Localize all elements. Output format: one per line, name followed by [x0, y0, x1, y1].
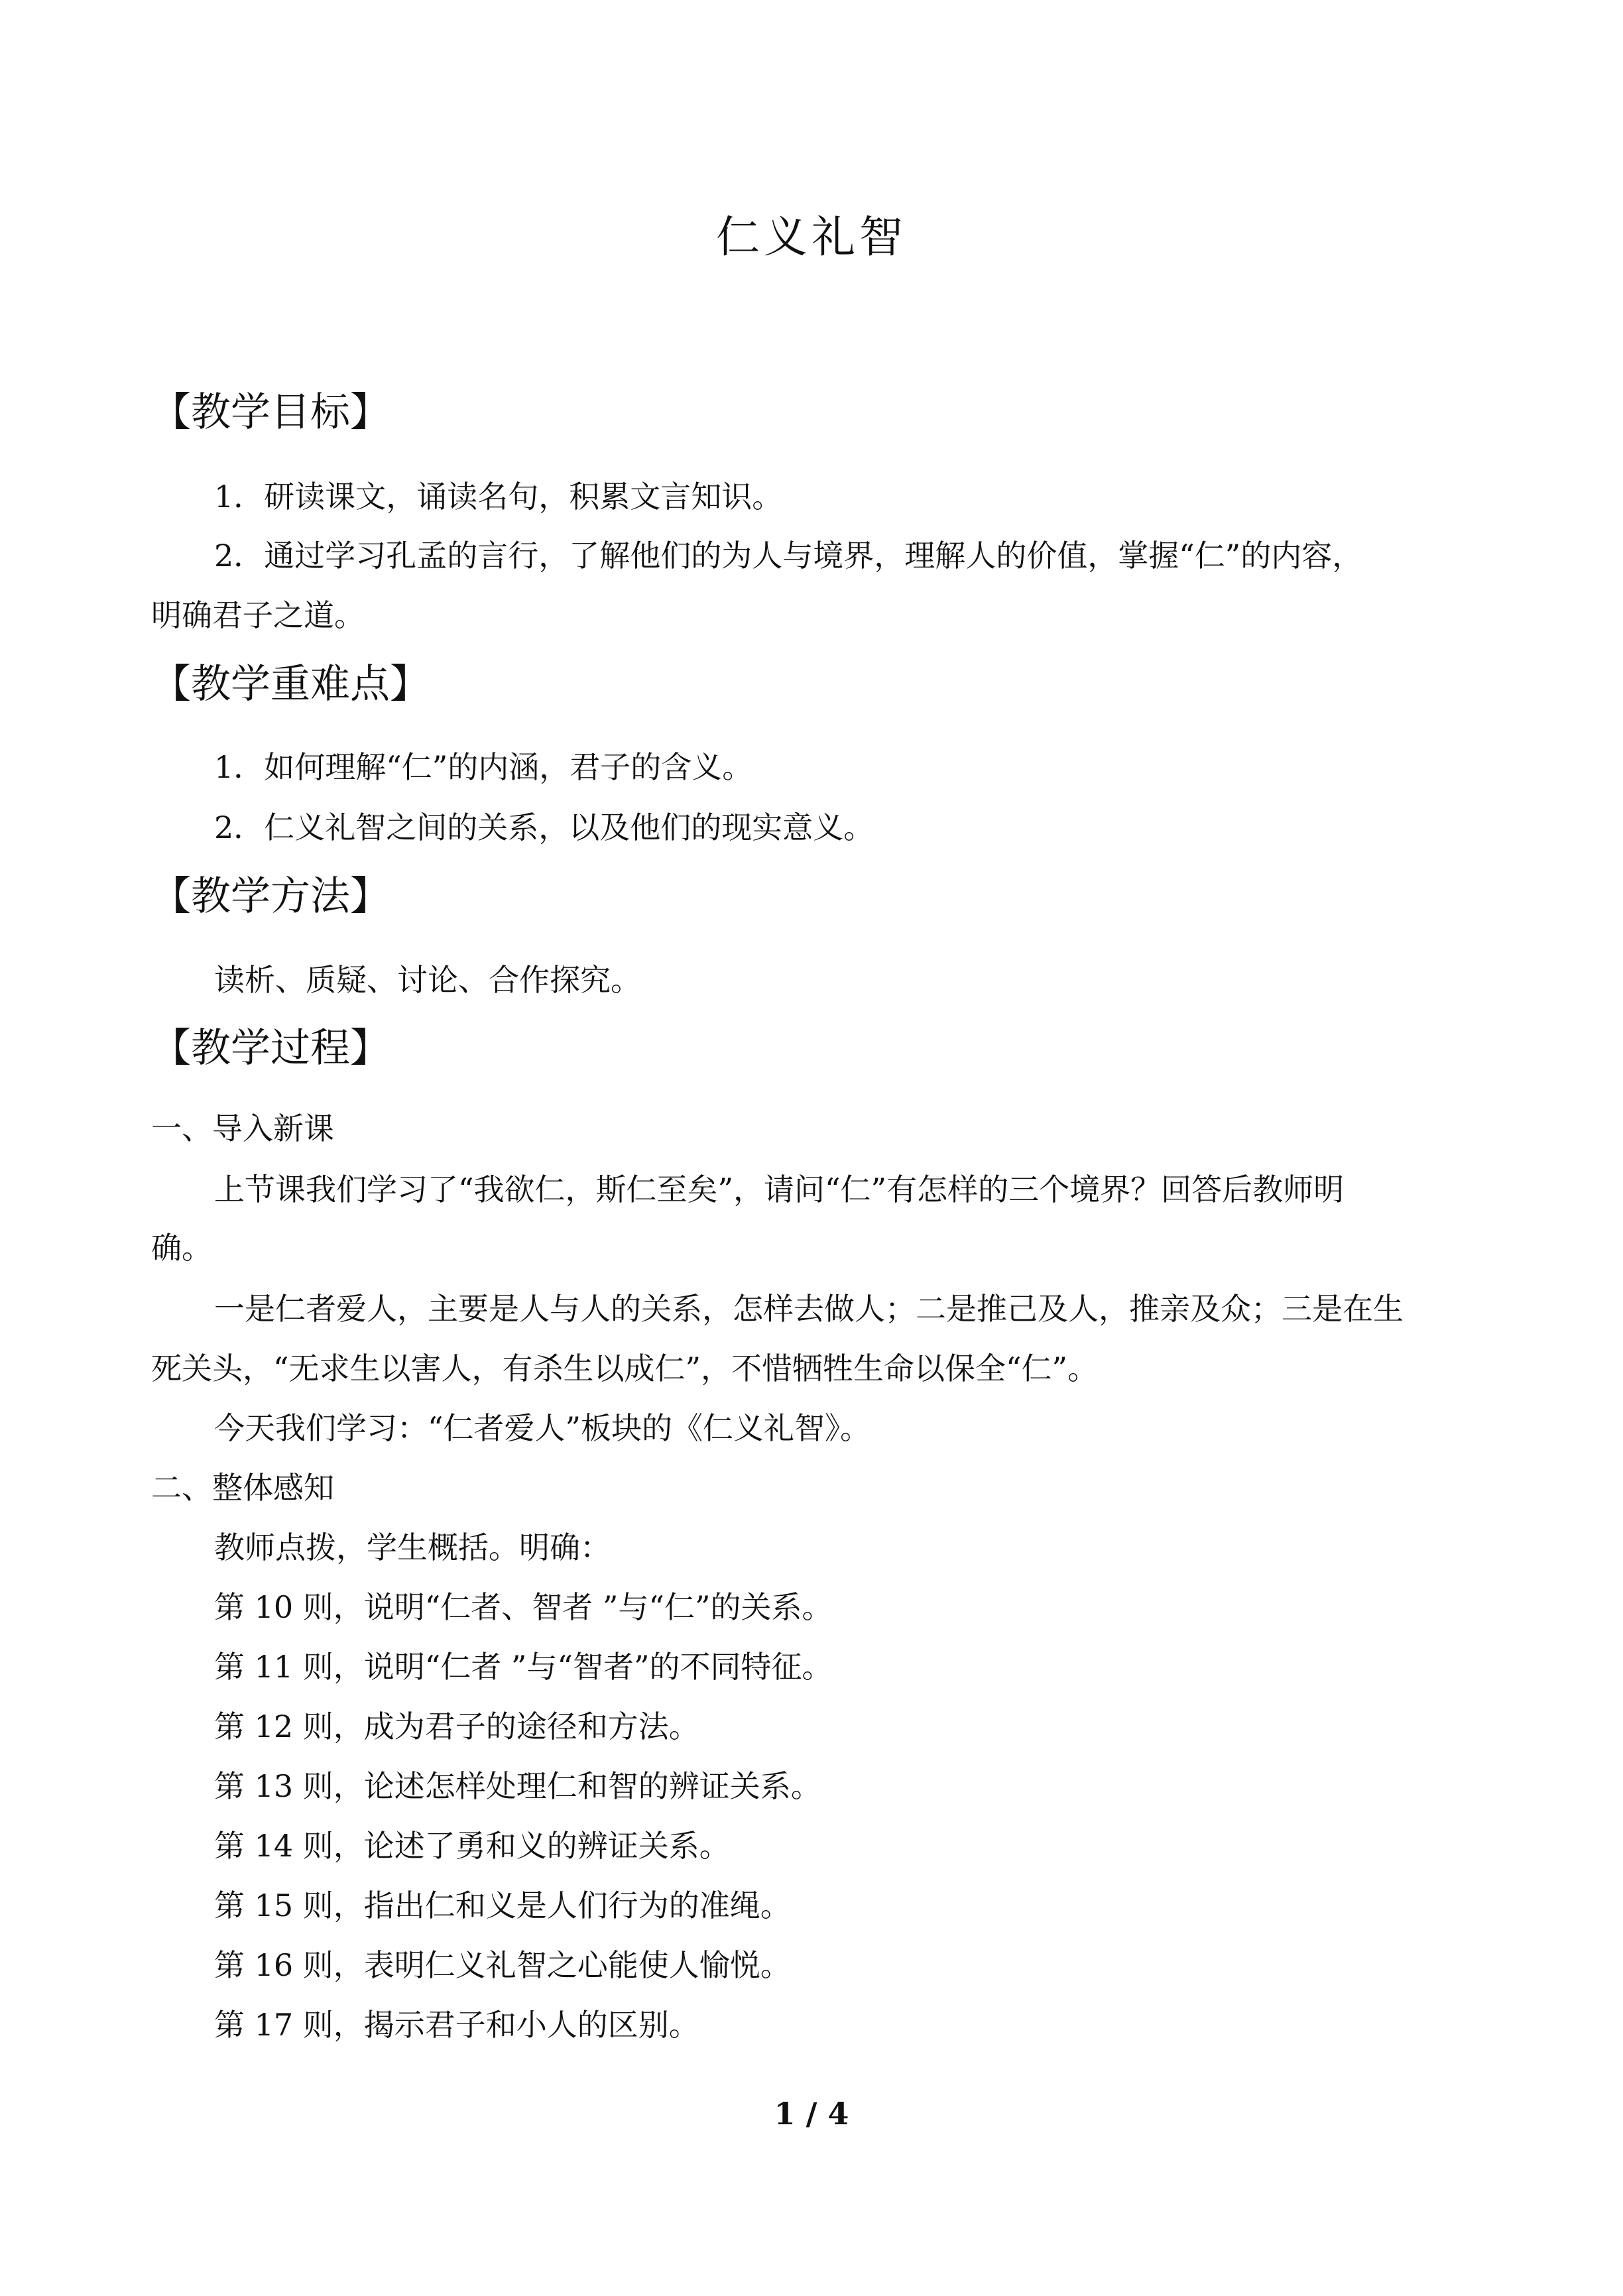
- overview-item: 第 16 则，表明仁义礼智之心能使人愉悦。: [214, 1947, 791, 1983]
- overview-item: 第 15 则，指出仁和义是人们行为的准绳。: [214, 1888, 791, 1923]
- overview-item: 第 12 则，成为君子的途径和方法。: [214, 1709, 699, 1744]
- goal-item-2-line-1: 2．通过学习孔孟的言行，了解他们的为人与境界，理解人的价值，掌握“仁”的内容，: [214, 538, 1363, 574]
- key-point-item-2: 2．仁义礼智之间的关系，以及他们的现实意义。: [214, 810, 874, 845]
- methods-text: 读析、质疑、讨论、合作探究。: [214, 962, 641, 998]
- section-title-intro: 一、导入新课: [151, 1111, 334, 1146]
- key-point-item-1: 1．如何理解“仁”的内涵，君子的含义。: [214, 749, 753, 785]
- intro-paragraph-2-line-2: 死关头，“无求生以害人，有杀生以成仁”，不惜牺牲生命以保全“仁”。: [151, 1351, 1099, 1386]
- section-title-overview: 二、整体感知: [151, 1470, 334, 1506]
- document-title: 仁义礼智: [716, 211, 907, 263]
- overview-item: 第 11 则，说明“仁者 ”与“智者”的不同特征。: [214, 1649, 833, 1685]
- page-number: 1 / 4: [774, 2096, 849, 2132]
- overview-item: 第 17 则，揭示君子和小人的区别。: [214, 2007, 699, 2043]
- heading-teaching-process: 【教学过程】: [151, 1025, 390, 1071]
- heading-teaching-goals: 【教学目标】: [151, 389, 390, 436]
- overview-intro: 教师点拨，学生概括。明确：: [214, 1530, 611, 1565]
- overview-item: 第 13 则，论述怎样处理仁和智的辨证关系。: [214, 1768, 821, 1804]
- overview-item: 第 14 则，论述了勇和义的辨证关系。: [214, 1828, 730, 1864]
- intro-paragraph-1-line-1: 上节课我们学习了“我欲仁，斯仁至矣”，请问“仁”有怎样的三个境界？回答后教师明: [214, 1172, 1345, 1207]
- intro-paragraph-1-line-2: 确。: [151, 1230, 212, 1266]
- goal-item-1: 1．研读课文，诵读名句，积累文言知识。: [214, 479, 783, 514]
- intro-paragraph-2-line-1: 一是仁者爱人，主要是人与人的关系，怎样去做人；二是推己及人，推亲及众；三是在生: [214, 1291, 1404, 1327]
- overview-item: 第 10 则，说明“仁者、智者 ”与“仁”的关系。: [214, 1589, 833, 1625]
- heading-teaching-methods: 【教学方法】: [151, 873, 390, 920]
- goal-item-2-line-2: 明确君子之道。: [151, 597, 365, 633]
- heading-key-points: 【教学重难点】: [151, 661, 430, 707]
- intro-paragraph-3: 今天我们学习：“仁者爱人”板块的《仁义礼智》。: [214, 1410, 871, 1446]
